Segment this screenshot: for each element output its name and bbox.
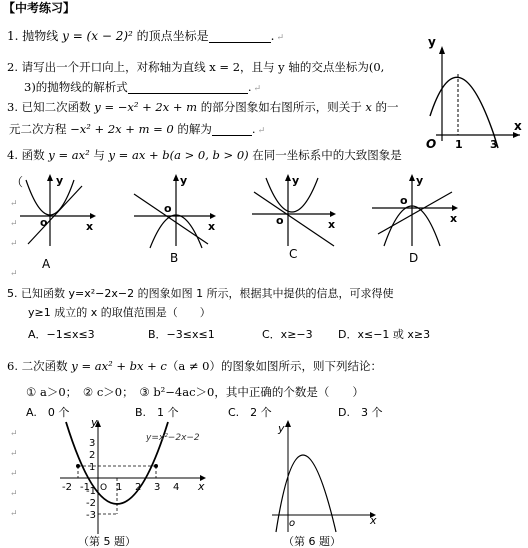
figure-5-graph [58,418,208,538]
q6-expression: y = ax² + bx + c [71,359,167,373]
arrow-icon [285,420,291,427]
q6-choice-a[interactable]: A. 0 个 [26,406,70,419]
q5-choice-a[interactable]: A．−1≤x≤3 [28,328,95,341]
tick-3: 3 [490,138,498,151]
question-3-line-1 [7,102,399,114]
q4-option-b-graph[interactable] [128,172,228,252]
q3-expression: y = −x² + 2x + m [94,100,198,114]
q4-expression-1: y = ax² [48,148,90,162]
arrow-icon [173,174,179,181]
arrow-icon [409,174,415,181]
return-mark: ↵ [10,469,18,479]
q4-text-c: 在同一坐标系中的大致图象是 [248,148,402,162]
q6-choice-d[interactable]: D. 3 个 [338,406,383,419]
tick-1: 1 [455,138,463,151]
question-5-line-1: 5. 已知函数 y=x²−2x−2 的图象如图 1 所示，根据其中提供的信息，可求得使 [7,287,394,300]
arrow-icon [90,213,96,219]
option-a-label[interactable]: A [42,257,51,271]
q3-parabola-graph [422,35,522,158]
return-mark: ↵ [10,449,18,459]
line [254,192,334,246]
q3-var: x [365,100,372,114]
q1-answer-blank[interactable] [209,31,271,43]
arrow-icon [210,213,216,219]
svg-text:O: O [100,483,108,493]
figure-6-caption: （第 6 题） [283,535,341,548]
question-6-line-1 [7,361,382,373]
svg-text:y: y [278,422,285,435]
q3-answer-blank[interactable] [212,124,252,136]
svg-text:y: y [91,416,98,429]
q4-text: 4. 函数 [7,148,49,162]
q4-option-c-graph[interactable] [248,172,348,252]
question-2-line-2 [24,82,261,94]
svg-text:o: o [40,216,48,229]
figure-6-graph [270,418,380,534]
svg-text:3: 3 [89,438,96,449]
return-mark: ↵ [276,33,285,43]
return-mark: ↵ [257,126,266,136]
line [378,192,452,234]
svg-text:2: 2 [89,450,96,461]
svg-text:1: 1 [89,462,96,473]
svg-text:-3: -3 [86,510,96,521]
svg-text:o: o [276,214,284,227]
q2-tail: . [247,80,252,94]
return-mark: ↵ [10,489,18,499]
arrow-icon [285,174,291,181]
return-mark: ↵ [10,199,18,209]
svg-text:y: y [292,174,300,187]
question-2-line-1: 2. 请写出一个开口向上，对称轴为直线 x = 2，且与 y 轴的交点坐标为(0, [7,60,385,74]
option-d-label[interactable]: D [409,251,419,265]
parabola-curve [276,455,336,532]
svg-text:3: 3 [154,482,161,493]
svg-text:y: y [180,174,188,187]
q6-choice-b[interactable]: B. 1 个 [135,406,179,419]
return-mark: ↵ [10,219,18,229]
svg-text:x: x [198,480,205,493]
option-c-label[interactable]: C [289,247,298,261]
q1-expression: y = (x − 2)² [62,29,133,43]
svg-text:-2: -2 [62,482,72,493]
q4-option-d-graph[interactable] [368,172,468,252]
q4-paren: （ [11,175,24,189]
svg-text:o: o [400,194,408,207]
figure-5-caption: （第 5 题） [78,535,136,548]
q3-text-c: 的一 [371,100,399,114]
q5-choice-d[interactable]: D．x≤−1 或 x≥3 [338,328,431,341]
q1-text-b: 的顶点坐标是 [132,29,209,43]
question-3-line-2 [9,124,265,136]
svg-text:2: 2 [135,482,142,493]
arrow-icon [47,174,53,181]
q2-text: 3)的抛物线的解析式 [24,80,128,94]
y-axis-arrow-icon [439,46,445,54]
q5-choice-c[interactable]: C．x≥−3 [262,328,313,341]
q4-option-a-graph[interactable] [12,172,102,252]
question-5-line-2: y≥1 成立的 x 的取值范围是（ ） [28,306,211,319]
svg-text:-2: -2 [86,498,96,509]
svg-text:1: 1 [116,482,123,493]
q3-tail: . [251,122,256,136]
section-title: 【中考练习】 [3,1,76,15]
return-mark: ↵ [10,239,18,249]
q1-tail: . [270,29,275,43]
q3-text: 3. 已知二次函数 [7,100,95,114]
return-mark: ↵ [10,269,18,279]
svg-text:o: o [164,202,172,215]
parabola-curve [430,77,498,148]
return-mark: ↵ [253,84,262,94]
line [28,186,82,244]
origin-label: O [426,137,437,151]
svg-text:4: 4 [173,482,180,493]
x-label: x [514,119,522,133]
svg-text:-1: -1 [86,486,96,497]
q6-text-b: （a ≠ 0）的图象如图所示，则下列结论： [166,359,382,373]
question-1 [7,30,284,43]
return-mark: ↵ [10,509,18,519]
arrow-icon [452,205,458,211]
y-label: y [428,35,436,49]
svg-text:x: x [328,218,336,231]
q3-text-e: 的解为 [173,122,212,136]
q2-answer-blank[interactable] [128,82,248,94]
q3-text-b: 的部分图象如右图所示，则关于 [197,100,366,114]
function-label: y=x²−2x−2 [146,433,200,443]
q3-text-d: 元二次方程 [9,122,71,136]
q6-text: 6. 二次函数 [7,359,72,373]
svg-text:o: o [289,518,296,529]
q6-choice-c[interactable]: C. 2 个 [228,406,272,419]
svg-text:x: x [370,514,377,527]
q4-text-b: 与 [89,148,109,162]
svg-text:x: x [450,212,458,225]
q1-text: 1. 抛物线 [7,29,63,43]
question-4 [7,150,402,162]
option-b-label[interactable]: B [170,251,179,265]
question-6-line-2: ① a＞0； ② c＞0； ③ b²−4ac＞0，其中正确的个数是（ ） [26,385,364,399]
return-mark: ↵ [10,429,18,439]
svg-text:x: x [208,220,216,233]
svg-text:y: y [416,174,424,187]
q5-choice-b[interactable]: B．−3≤x≤1 [148,328,215,341]
svg-text:y: y [56,174,64,187]
q4-expression-2: y = ax + b(a > 0, b > 0) [108,148,249,162]
arrow-icon [330,211,336,217]
q3-expression-2: −x² + 2x + m = 0 [70,122,174,136]
svg-text:x: x [86,220,94,233]
svg-text:-1: -1 [80,482,90,493]
